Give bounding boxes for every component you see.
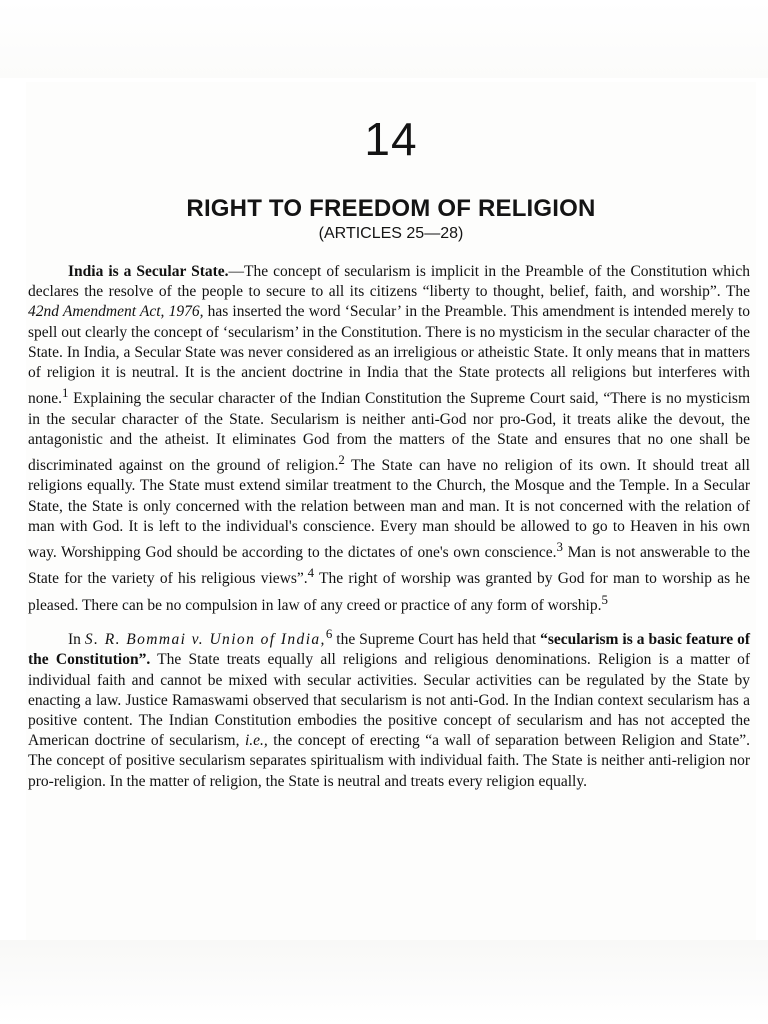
page-bottom-margin <box>0 940 768 1024</box>
paragraph-text: has inserted the word ‘Secular’ in the Preamble. This amendment is intended merely to spell out clearly the concept of ‘secularism’ in the Constitution. There is no mysticism in the secular character of the State. In India, a Secular State was never considered as an irreligious or atheistic State. It only means that in matters of religion it is neutral. It is the ancient doctrine in India that the State protects all religions but interferes with none. <box>28 303 751 408</box>
footnote-marker: 2 <box>338 451 345 467</box>
page-top-margin <box>0 0 768 78</box>
paragraph-text: In <box>68 631 85 649</box>
chapter-title: RIGHT TO FREEDOM OF RELIGION <box>186 195 596 222</box>
chapter-number: 14 <box>364 113 418 165</box>
amendment-act-reference: 42nd Amendment Act, 1976, <box>28 303 204 321</box>
footnote-marker: 3 <box>556 538 563 554</box>
abbreviation-ie: i.e., <box>244 732 268 750</box>
paragraph-text: The State treats equally all religions and religious denominations. Religion is a matter of individual faith and cannot be mixed with secular activities. Secular activities can be regulated by the State by enacting a law. Justice Ramaswami observed that secularism is not anti-God. In the Indian context secularism has a positive content. The Indian Constitution embodies the positive concept of secularism and has not accepted the American doctrine of secularism, <box>28 651 750 750</box>
book-page <box>26 82 756 940</box>
footnote-marker: 4 <box>307 565 315 581</box>
paragraph-bommai-case <box>28 624 750 792</box>
paragraph-text: The right of worship was granted by God for man to worship as he pleased. There can be no compulsion in law of any creed or practice of any form of worship. <box>28 570 750 614</box>
paragraph-text: Man is not answerable to the State for the variety of his religious views”. <box>28 544 750 588</box>
footnote-marker: 6 <box>325 626 333 642</box>
footnote-marker: 1 <box>62 385 69 401</box>
case-citation: S. R. Bommai v. Union of India, <box>84 631 326 649</box>
paragraph-text: The State can have no religion of its own. It should treat all religions equally. The State must extend similar treatment to the Church, the Mosque and the Temple. In a Secular State, the State is only concerned with the relation between man and man. It is not concerned with the relation of man with God. It is left to the individual's conscience. Every man should be allowed to go to Heaven in his own way. Worshipping God should be according to the dictates of one's own conscience. <box>28 457 750 562</box>
paragraph-text: the concept of erecting “a wall of separation between Religion and State”. The concept of positive secularism separates spiritualism with individual faith. The State is neither anti-religion nor pro-religion. In the matter of religion, the State is neutral and treats every religion equally. <box>28 732 750 790</box>
paragraph-text: the Supreme Court has held that <box>332 631 541 649</box>
court-holding: “secularism is a basic feature of the Constitution”. <box>28 631 750 669</box>
footnote-marker: 5 <box>601 591 608 607</box>
chapter-subtitle: (ARTICLES 25—28) <box>318 225 464 242</box>
paragraph-text: Explaining the secular character of the Indian Constitution the Supreme Court said, “There is no mysticism in the secular character of the State. Secularism is neither anti-God nor pro-God, it treats alike the devout, the antagonistic and the atheist. It eliminates God from the matters of the State and ensures that no one shall be discriminated against on the ground of religion. <box>28 390 750 475</box>
paragraph-secular-state <box>28 262 750 616</box>
paragraph-text: —The concept of secularism is implicit in the Preamble of the Constitution which declares the resolve of the people to secure to all its citizens “liberty to thought, belief, faith, and worship”. The <box>28 263 750 301</box>
chapter-body <box>28 262 750 792</box>
paragraph-lead-heading: India is a Secular State. <box>68 263 229 280</box>
